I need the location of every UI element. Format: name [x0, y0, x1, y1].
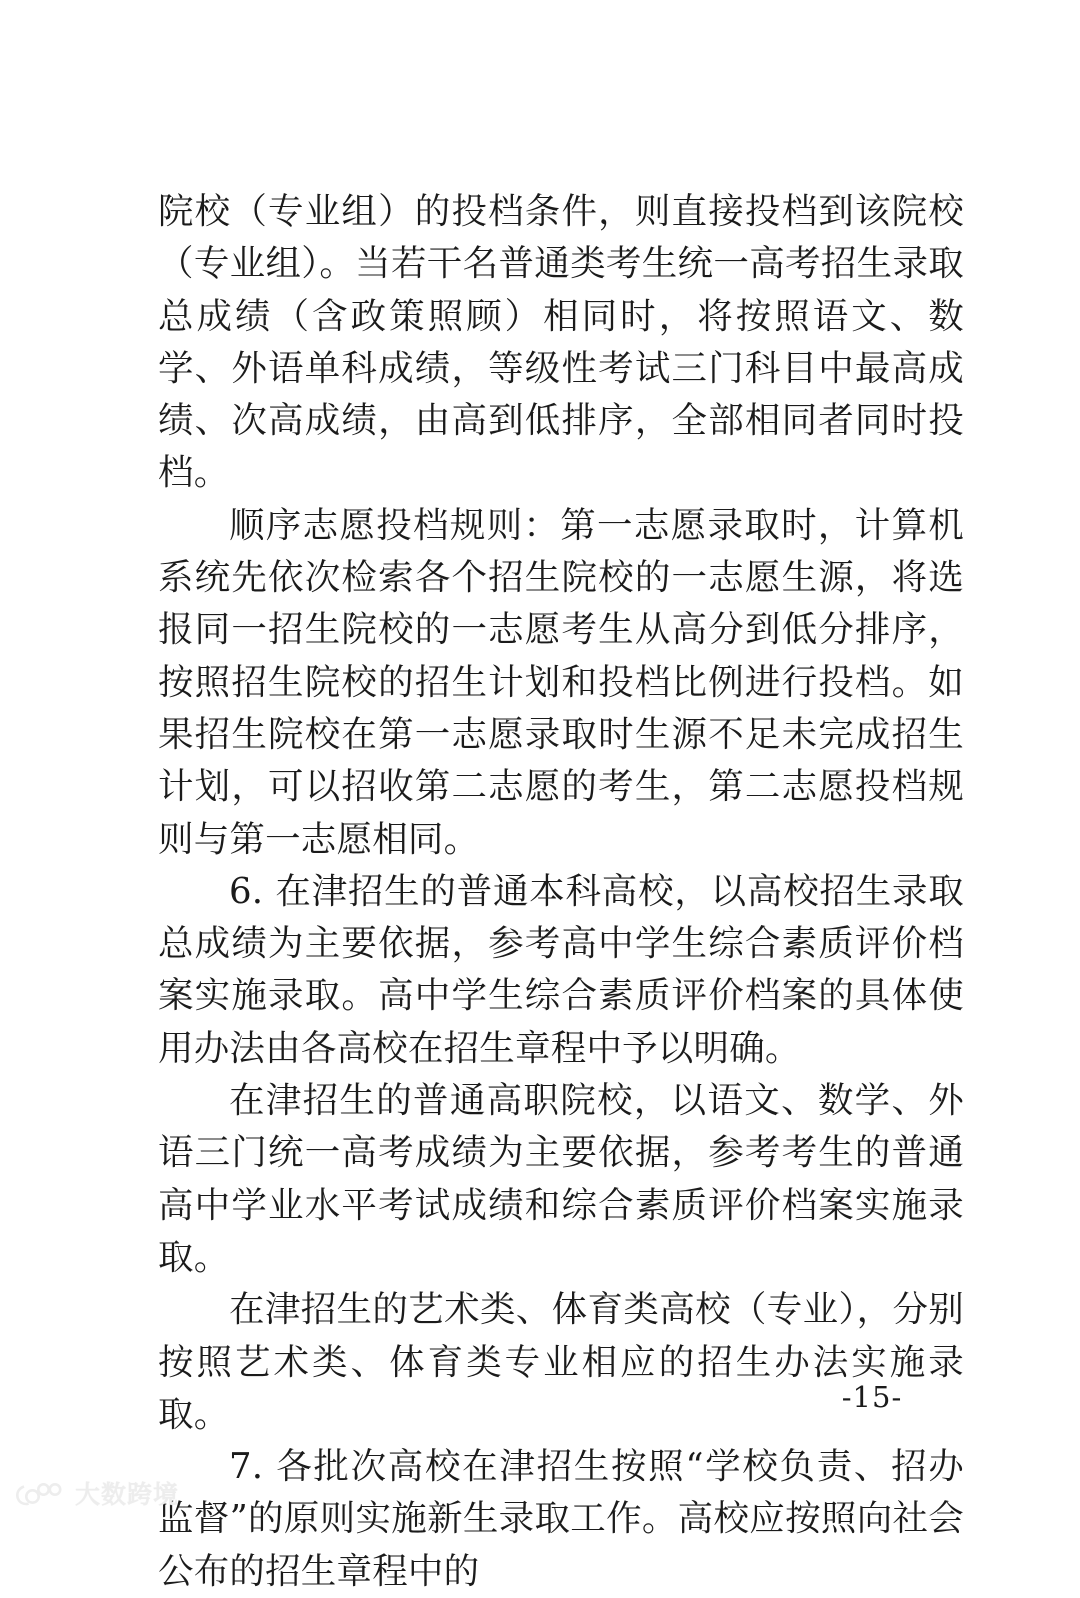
brand-mark-icon [14, 1481, 68, 1508]
paragraph-sequential-volunteer-rule: 顺序志愿投档规则：第一志愿录取时，计算机系统先依次检索各个招生院校的一志愿生源，将选报同一招生院校的一志愿考生从高分到低分排序，按照招生院校的招生计划和投档比例进行投档。如果招生院校在第一志愿录取时生源不足未完成招生计划，可以招收第二志愿的考生，第二志愿投档规则与第一志愿相同。 [158, 504, 964, 860]
page-number-label: -15- [841, 1380, 903, 1414]
paragraph-item-7-admission-principle: 7. 各批次高校在津招生按照“学校负责、招办监督”的原则实施新生录取工作。高校应按照向社会公布的招生章程中的 [158, 1446, 964, 1592]
watermark [14, 1481, 179, 1508]
paragraph-art-and-sports-admission: 在津招生的艺术类、体育类高校（专业），分别按照艺术类、体育类专业相应的招生办法实施录取。 [158, 1289, 964, 1435]
paragraph-vocational-college-admission: 在津招生的普通高职院校，以语文、数学、外语三门统一高考成绩为主要依据，参考考生的普通高中学业水平考试成绩和综合素质评价档案实施录取。 [158, 1080, 964, 1278]
watermark-text: 大数跨境 [75, 1480, 180, 1509]
page-number [0, 1380, 1080, 1414]
paragraph-continuation: 院校（专业组）的投档条件，则直接投档到该院校（专业组）。当若干名普通类考生统一高考招生录取总成绩（含政策照顾）相同时，将按照语文、数学、外语单科成绩，等级性考试三门科目中最高成绩、次高成绩，由高到低排序，全部相同者同时投档。 [158, 191, 964, 494]
paragraph-item-6-undergraduate-admission: 6. 在津招生的普通本科高校，以高校招生录取总成绩为主要依据，参考高中学生综合素质评价档案实施录取。高中学生综合素质评价档案的具体使用办法由各高校在招生章程中予以明确。 [158, 870, 964, 1069]
